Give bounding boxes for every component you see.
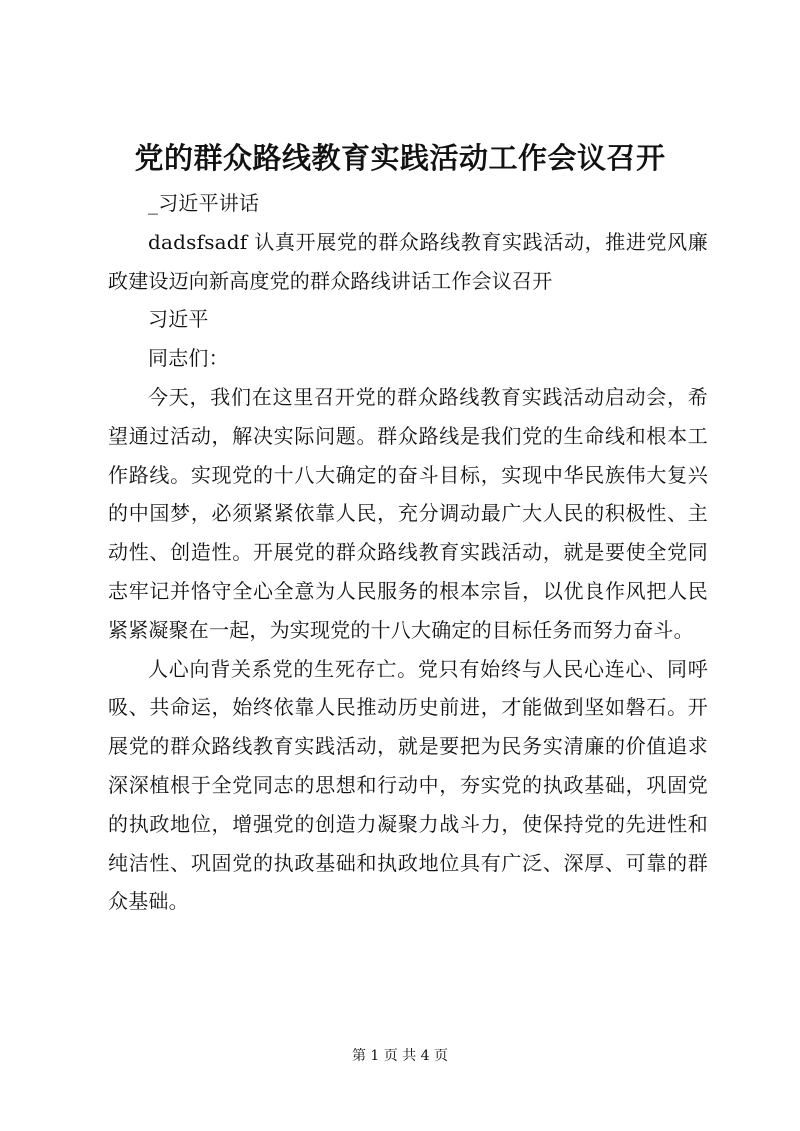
page-footer xyxy=(0,1046,800,1066)
body-paragraph: 人心向背关系党的生死存亡。党只有始终与人民心连心、同呼吸、共命运，始终依靠人民推动历史前进，才能做到坚如磐石。开展党的群众路线教育实践活动，就是要把为民务实清廉的价值追求深深植根于全党同志的思想和行动中，夯实党的执政基础，巩固党的执政地位，增强党的创造力凝聚力战斗力，使保持党的先进性和纯洁性、巩固党的执政基础和执政地位具有广泛、深厚、可靠的群众基础。 xyxy=(108,656,708,914)
speaker-name: 习近平 xyxy=(148,307,209,332)
document-title: 党的群众路线教育实践活动工作会议召开 xyxy=(134,141,666,175)
salutation: 同志们： xyxy=(148,346,229,371)
page-indicator: 第 1 页 共 4 页 xyxy=(351,1048,449,1064)
document-body xyxy=(108,184,708,921)
body-paragraph-intro: dadsfsadf 认真开展党的群众路线教育实践活动，推进党风廉政建设迈向新高度党的群众路线讲话工作会议召开 xyxy=(108,229,708,293)
body-paragraph: 今天，我们在这里召开党的群众路线教育实践活动启动会，希望通过活动，解决实际问题。群众路线是我们党的生命线和根本工作路线。实现党的十八大确定的奋斗目标，实现中华民族伟大复兴的中国梦，必须紧紧依靠人民，充分调动最广大人民的积极性、主动性、创造性。开展党的群众路线教育实践活动，就是要使全党同志牢记并恪守全心全意为人民服务的根本宗旨，以优良作风把人民紧紧凝聚在一起，为实现党的十八大确定的目标任务而努力奋斗。 xyxy=(108,384,708,642)
subtitle: _习近平讲话 xyxy=(148,191,260,215)
